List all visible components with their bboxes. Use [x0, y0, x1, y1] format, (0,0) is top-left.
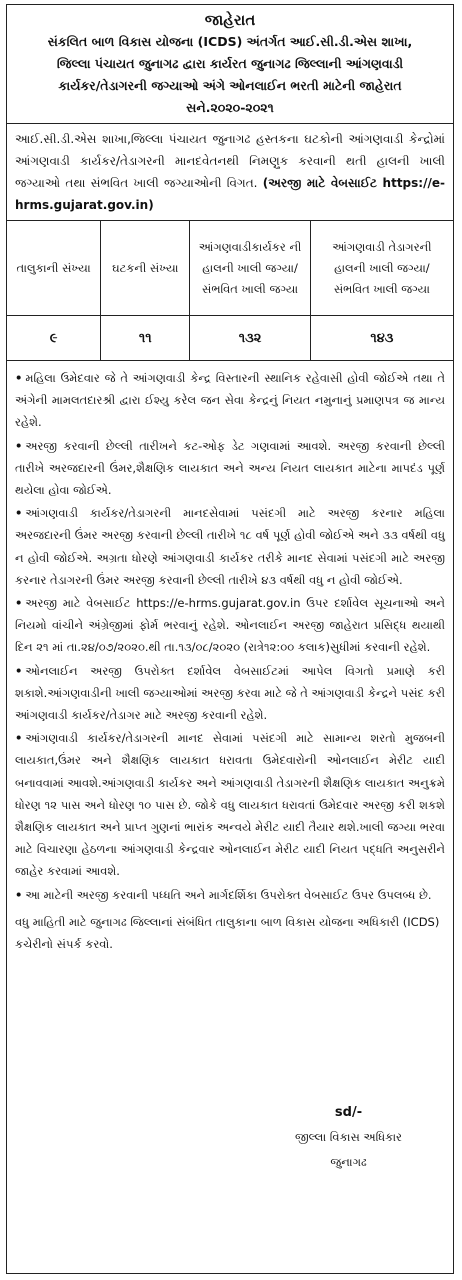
- note-text: આંગણવાડી કાર્યકર/તેડાગરની માનદસેવામાં પસંદગી માટે અરજી કરનાર મહિલા અરજદારની ઉંમર અરજી કરવાની છેલ્લી તારીખે ૧૮ વર્ષ પૂર્ણ હોવી જોઈએ અને ૩૩ વર્ષથી વધુ ન હોવી જોઈએ. અગ્રતા ધોરણે આંગણવાડી કાર્યકર તરીકે માનદ સેવામાં પસંદગી માટે અરજી કરનાર તેડાગરની ઉંમર અરજી કરવાની છેલ્લી તારીખે ૪૩ વર્ષથી વધુ ન હોવી જોઈએ.: [15, 506, 445, 587]
- intro-text: આઈ.સી.ડી.એસ શાખા,જિલ્લા પંચાયત જુનાગઢ હસ્તકના ઘટકોની આંગણવાડી કેન્દ્રોમાં આંગણવાડી કાર્યકર/તેડાગરની માનદવેતનથી નિમણુક કરવાની થતી હાલની ખાલી જગ્યાઓ તથા સંભવિત ખાલી જગ્યાઓની વિગત.: [15, 132, 445, 190]
- header-section: [7, 5, 453, 124]
- bullet-icon: •: [15, 371, 23, 385]
- note-text: આ માટેની અરજી કરવાની પધ્ધતિ અને માર્ગદર્શિકા ઉપરોક્ત વેબસાઈટ ઉપર ઉપલબ્ધ છે.: [25, 887, 432, 902]
- header-line: સંકલિત બાળ વિકાસ યોજના (ICDS) અંતર્ગત આઈ.સી.ડી.એસ શાખા,: [47, 34, 413, 49]
- website-note: (અરજી માટે વેબસાઈટ https://e-hrms.gujarat.gov.in): [15, 176, 445, 212]
- list-item: [15, 367, 445, 434]
- list-item: [15, 660, 445, 727]
- notes-list: [7, 361, 453, 906]
- signature-block: [295, 1100, 402, 1175]
- signature-designation: જીલ્લા વિકાસ અધિકાર: [295, 1130, 402, 1144]
- table-header-cell: ઘટકની સંખ્યા: [101, 221, 190, 316]
- header-line: સને.૨૦૨૦-૨૦૨૧: [186, 100, 274, 115]
- signature-sd: sd/-: [334, 1105, 363, 1120]
- table-row: [7, 316, 453, 361]
- list-item: [15, 592, 445, 659]
- header-line: કાર્યકર/તેડાગરની જગ્યાઓ અંગે ઓનલાઈન ભરતી માટેની જાહેરાત: [58, 78, 402, 93]
- vacancy-table-section: [7, 221, 453, 361]
- advertisement-frame: [6, 4, 454, 1274]
- table-header-row: [7, 221, 453, 316]
- bullet-icon: •: [15, 596, 23, 611]
- note-text: મહિલા ઉમેદવાર જે તે આંગણવાડી કેન્દ્ર વિસ્તારની સ્થાનિક રહેવાસી હોવી જોઈએ તથા તે અંગેની મામલતદારશ્રી દ્વારા ઈશ્યુ કરેલ જન સેવા કેન્દ્રનું નિયત નમુનાનું પ્રમાણપત્ર જ માન્ય રહેશે.: [15, 371, 445, 430]
- intro-paragraph: [7, 124, 453, 221]
- table-header-cell: આંગણવાડી તેડાગરની હાલની ખાલી જગ્યા/ સંભવિત ખાલી જગ્યા: [310, 221, 453, 316]
- vacancy-table: [7, 221, 453, 360]
- bullet-icon: •: [15, 506, 23, 521]
- table-cell: ૯: [7, 316, 101, 361]
- list-item: [15, 502, 445, 591]
- list-item: [15, 884, 445, 906]
- bullet-icon: •: [15, 887, 23, 902]
- signature-place: જુનાગઢ: [330, 1155, 367, 1169]
- bullet-icon: •: [15, 731, 23, 746]
- table-cell: ૧૪૩: [370, 330, 394, 346]
- table-header-cell: તાલુકાની સંખ્યા: [7, 221, 101, 316]
- header-text: [7, 31, 453, 123]
- list-item: [15, 727, 445, 882]
- header-line: જિલ્લા પંચાયત જુનાગઢ દ્વારા કાર્યરત જુનાગઢ જિલ્લાની આંગણવાડી: [56, 56, 404, 71]
- note-text: અરજી કરવાની છેલ્લી તારીખને કટ-ઓફ ડેટ ગણવામાં આવશે. અરજી કરવાની છેલ્લી તારીખે અરજદારની ઉંમર,શૈક્ષણિક લાયકાત અને અન્ય નિયત લાયકાત માટેના માપદંડ પૂર્ણ થયેલા હોવા જોઈએ.: [15, 438, 445, 498]
- bullet-icon: •: [15, 438, 23, 453]
- table-cell: ૧૧: [101, 316, 190, 361]
- table-header-cell: આંગણવાડીકાર્યકર ની હાલની ખાલી જગ્યા/સંભવિત ખાલી જગ્યા: [190, 221, 310, 316]
- note-text: ઓનલાઈન અરજી ઉપરોક્ત દર્શાવેલ વેબસાઈટમાં આપેલ વિગતો પ્રમાણે કરી શકાશે.આંગણવાડીની ખાલી જગ્યાઓમાં અરજી કરવા માટે જે તે આંગણવાડી કેન્દ્રને પસંદ કરી આંગણવાડી કાર્યકર/તેડાગર માટે અરજી કરવાની રહેશે.: [15, 663, 445, 723]
- bullet-icon: •: [15, 663, 23, 678]
- contact-text: વધુ માહિતી માટે જુનાગઢ જિલ્લાનાં સંબંધિત તાલુકાના બાળ વિકાસ યોજના અધિકારી (ICDS) કચેરીનો સંપર્ક કરવો.: [15, 914, 440, 951]
- note-text: આંગણવાડી કાર્યકર/તેડાગરની માનદ સેવામાં પસંદગી માટે સામાન્ય શરતો મુજબની લાયકાત,ઉંમર અને શૈક્ષણિક લાયકાત ધરાવતા ઉમેદવારોની ઓનલાઈન મેરીટ યાદી બનાવવામાં આવશે.આંગણવાડી કાર્યકર અને આંગણવાડી તેડાગરની શૈક્ષણિક લાયકાત અનુક્રમે ધોરણ ૧૨ પાસ અને ધોરણ ૧૦ પાસ છે. જોકે વધુ લાયકાત ધરાવતાં ઉમેદવાર અરજી કરી શકશે શૈક્ષણિક લાયકાત અને પ્રાપ્ત ગુણનાં ભારાંક અન્વયે મેરીટ યાદી તૈયાર થશે.ખાલી જગ્યા ભરવા માટે વિચારણા હેઠળના આંગણવાડી કેન્દ્રવાર ઓનલાઈન મેરીટ યાદી નિયત પદ્ધતિ અનુસરીને જાહેર કરવામાં આવશે.: [15, 731, 445, 879]
- list-item: [15, 435, 445, 502]
- note-text: અરજી માટે વેબસાઈટ https://e-hrms.gujarat.gov.in ઉપર દર્શાવેલ સૂચનાઓ અને નિયમો વાંચીને અંગ્રેજીમાં ફોર્મ ભરવાનું રહેશે. ઓનલાઈન અરજી જાહેરાત પ્રસિદ્ધ થયાથી દિન ૨૧ માં તા.૨૪/૦૭/૨૦૨૦.થી તા.૧૩/૦૮/૨૦૨૦ (રાત્રે૧૨:૦૦ કલાક)સુધીમાં કરવાની રહેશે.: [15, 596, 445, 655]
- table-cell: ૧૩૨: [190, 316, 310, 361]
- page-title: જાહેરાત: [204, 11, 256, 29]
